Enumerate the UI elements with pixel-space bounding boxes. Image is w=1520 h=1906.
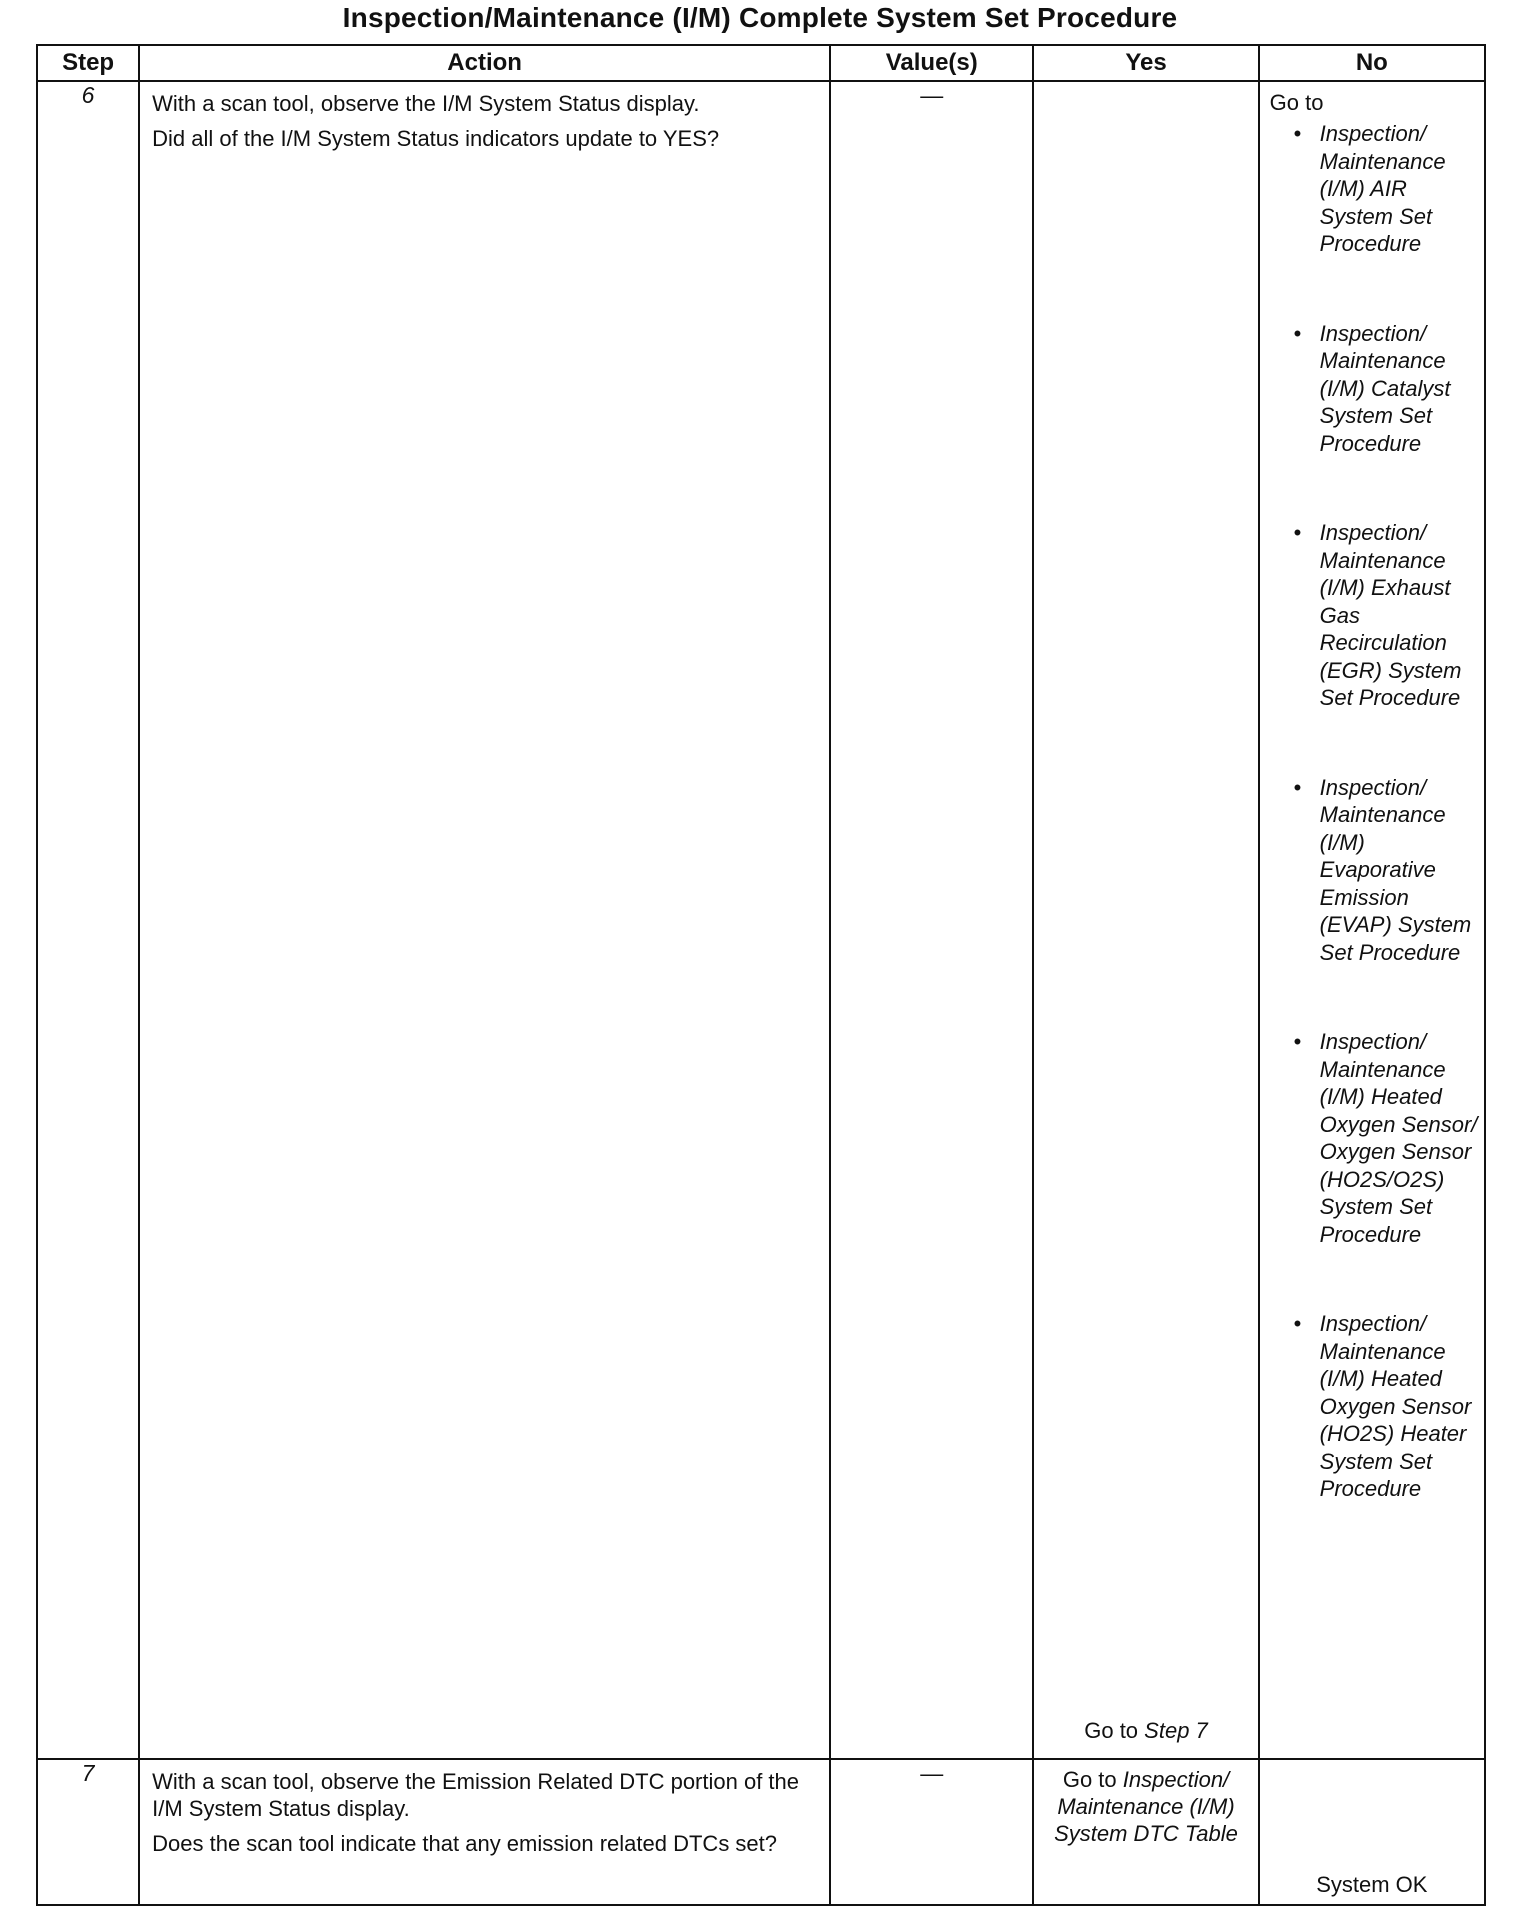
value-cell: — (830, 1759, 1033, 1905)
list-item[interactable]: • Inspection/ Maintenance (I/M) AIR System Set Procedure (1293, 121, 1446, 256)
no-cell (1259, 81, 1485, 1759)
table-row-step-6 (37, 81, 1485, 1759)
list-item[interactable]: • Inspection/ Maintenance (I/M) Heated Oxygen Sensor (HO2S) Heater System Set Procedure (1293, 1311, 1472, 1501)
action-question: Does the scan tool indicate that any emission related DTCs set? (152, 1831, 778, 1856)
no-procedure-list (1270, 120, 1480, 1503)
bullet-icon: • (1293, 121, 1302, 146)
list-item[interactable]: • Inspection/ Maintenance (I/M) Evaporative Emission (EVAP) System Set Procedure (1293, 774, 1472, 965)
value-cell: — (830, 81, 1033, 1759)
page-title: Inspection/Maintenance (I/M) Complete System Set Procedure (342, 2, 1178, 33)
bullet-icon: • (1293, 774, 1302, 800)
no-result: System OK (1316, 1872, 1428, 1897)
bullet-icon: • (1293, 520, 1302, 545)
action-cell (139, 81, 830, 1759)
yes-ref: Inspection/ Maintenance (I/M) System DTC Table (1054, 1767, 1238, 1846)
no-cell (1259, 1759, 1485, 1905)
action-cell (139, 1759, 830, 1905)
header-row (37, 45, 1485, 81)
yes-ref: Step 7 (1144, 1718, 1208, 1743)
step-number: 7 (37, 1759, 139, 1905)
table-row-step-7 (37, 1759, 1485, 1905)
bullet-icon: • (1293, 1029, 1302, 1054)
yes-link[interactable] (1034, 1718, 1257, 1744)
header-yes: Yes (1033, 45, 1258, 81)
yes-prefix: Go to (1084, 1718, 1139, 1743)
no-intro: Go to (1269, 90, 1324, 115)
procedure-table (36, 44, 1486, 1906)
yes-prefix: Go to (1062, 1767, 1117, 1792)
step-number: 6 (37, 81, 139, 1759)
action-question: Did all of the I/M System Status indicators update to YES? (152, 126, 720, 151)
action-text: With a scan tool, observe the Emission Related DTC portion of the I/M System Status display. (152, 1769, 800, 1821)
action-text: With a scan tool, observe the I/M System Status display. (152, 91, 700, 116)
list-item[interactable]: • Inspection/ Maintenance (I/M) Catalyst System Set Procedure (1293, 320, 1451, 456)
yes-cell (1033, 1759, 1258, 1905)
bullet-icon: • (1293, 320, 1302, 346)
list-item[interactable]: • Inspection/ Maintenance (I/M) Heated Oxygen Sensor/ Oxygen Sensor (HO2S/O2S) System Set Procedure (1293, 1029, 1478, 1247)
yes-cell (1033, 81, 1258, 1759)
header-no: No (1259, 45, 1485, 81)
header-values: Value(s) (830, 45, 1033, 81)
header-step: Step (37, 45, 139, 81)
header-action: Action (139, 45, 830, 81)
list-item[interactable]: • Inspection/ Maintenance (I/M) Exhaust Gas Recirculation (EGR) System Set Procedure (1293, 520, 1462, 710)
bullet-icon: • (1293, 1311, 1302, 1336)
yes-link[interactable] (1034, 1760, 1257, 1847)
